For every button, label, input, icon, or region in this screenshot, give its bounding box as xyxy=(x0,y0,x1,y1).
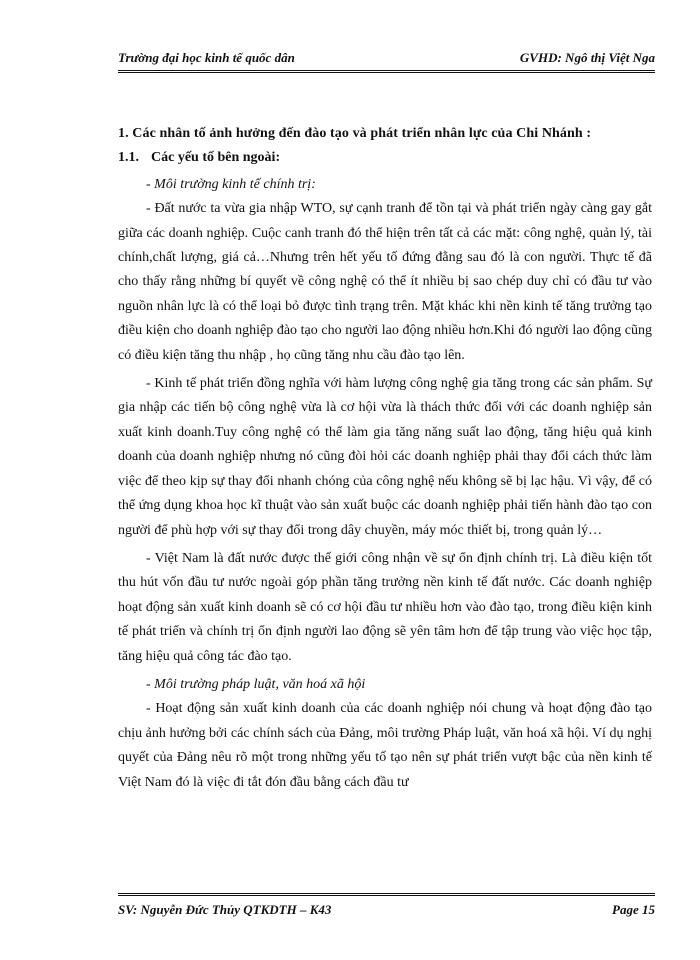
page-footer xyxy=(118,893,655,924)
paragraph-political-stability: - Việt Nam là đất nước được thế giới công nhận về sự ổn định chính trị. Là điều kiện tốt thu hút vốn đầu tư nước ngoài góp phần tăng trưởng nền kinh tế đất nước. Các doanh nghiệp hoạt động sản xuất kinh doanh sẽ có cơ hội đầu tư nhiều hơn vào đào tạo, trong điều kiện kinh tế phát triển và chính trị ổn định người lao động sẽ yên tâm hơn để tập trung vào việc học tập, tăng hiệu quả công tác đào tạo. xyxy=(118,550,652,664)
header-supervisor: GVHD: Ngô thị Việt Nga xyxy=(519,50,655,65)
footer-student: SV: Nguyễn Đức Thủy QTKDTH – K43 xyxy=(118,902,332,917)
subsection-heading xyxy=(118,146,652,170)
subsection-title: Các yếu tố bên ngoài: xyxy=(151,150,281,166)
page-content xyxy=(118,122,652,795)
section-heading: 1. Các nhân tố ảnh hưởng đến đào tạo và phát triển nhân lực của Chi Nhánh : xyxy=(118,126,592,141)
paragraph-technology: - Kinh tế phát triển đồng nghĩa với hàm lượng công nghệ gia tăng trong các sản phẩm. Sự gia nhập các tiến bộ công nghệ vừa là cơ hội vừa là thách thức đối với các doanh nghiệp sản xuất kinh doanh.Tuy công nghệ có thể làm gia tăng năng suất lao động, tăng hiệu quả kinh doanh của doanh nghiệp nhưng nó cũng đòi hỏi các doanh nghiệp phải thay đổi cách thức làm việc để theo kịp sự thay đổi nhanh chóng của công nghệ nếu không sẽ bị lạc hậu. Vì vậy, để có thể ứng dụng khoa học kĩ thuật vào sản xuất buộc các doanh nghiệp phải tiến hành đào tạo con người để phù hợp với sự thay đổi trong dây chuyền, máy móc thiết bị, trong quản lý… xyxy=(118,376,652,538)
footer-page-number: Page 15 xyxy=(612,902,655,917)
header-university: Trường đại học kinh tế quốc dân xyxy=(118,50,295,65)
paragraph-wto: - Đất nước ta vừa gia nhập WTO, sự cạnh tranh để tồn tại và phát triển ngày càng gay gắt giữa các doanh nghiệp. Cuộc canh tranh đó thể hiện trên tất cả các mặt: công nghệ, quản lý, tài chính,chất lượng, giá cả…Nhưng trên hết yếu tố đứng đằng sau đó là con người. Thực tế đã cho thấy rằng những bí quyết về công nghệ có thể ít nhiều bị sao chép duy chỉ có đầu tư vào nguồn nhân lực là có thể loại bỏ được tình trạng trên. Mặt khác khi nền kinh tế tăng trưởng tạo điều kiện cho doanh nghiệp đào tạo cho người lao động nhiều hơn.Khi đó người lao động cũng có điều kiện tăng thu nhập , họ cũng tăng nhu cầu đào tạo lên. xyxy=(118,201,652,363)
subheading-economic-political: - Môi trường kinh tế chính trị: xyxy=(146,176,316,192)
paragraph-policy: - Hoạt động sản xuất kinh doanh của các doanh nghiệp nói chung và hoạt động đào tạo chịu ảnh hưởng bởi các chính sách của Đảng, môi trường Pháp luật, văn hoá xã hội. Ví dụ nghị quyết của Đảng nêu rõ một trong những yếu tố tạo nên sự phát triển vượt bậc của nền kinh tế Việt Nam đó là việc đi tắt đón đầu bằng cách đầu tư xyxy=(118,701,652,790)
subheading-legal-cultural: - Môi trường pháp luật, văn hoá xã hội xyxy=(146,676,366,692)
page-header xyxy=(118,48,655,73)
subsection-number: 1.1. xyxy=(118,150,139,166)
